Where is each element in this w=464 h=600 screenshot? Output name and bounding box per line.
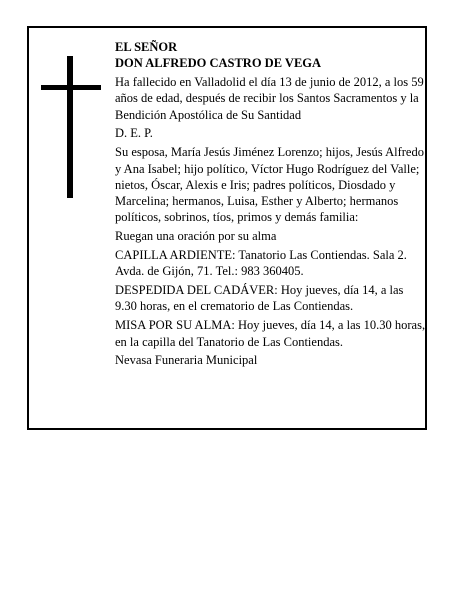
prayer-request: Ruegan una oración por su alma bbox=[115, 229, 277, 244]
notice-text bbox=[115, 39, 427, 371]
obituary-notice bbox=[27, 26, 427, 430]
chapel-info: CAPILLA ARDIENTE: Tanatorio Las Contiendas. Sala 2. Avda. de Gijón, 71. Tel.: 983 360405. bbox=[115, 248, 407, 279]
cross-icon bbox=[41, 56, 103, 198]
farewell-info: DESPEDIDA DEL CADÁVER: Hoy jueves, día 14, a las 9.30 horas, en el crematorio de Las Contiendas. bbox=[115, 283, 404, 314]
notice-title-line2: DON ALFREDO CASTRO DE VEGA bbox=[115, 56, 322, 71]
death-statement: Ha fallecido en Valladolid el día 13 de junio de 2012, a los 59 años de edad, después de recibir los Santos Sacramentos y la Bendición Apostólica de Su Santidad bbox=[115, 75, 424, 122]
rip-line: D. E. P. bbox=[115, 126, 153, 141]
mass-info: MISA POR SU ALMA: Hoy jueves, día 14, a las 10.30 horas, en la capilla del Tanatorio de Las Contiendas. bbox=[115, 318, 426, 349]
cross-horizontal-bar bbox=[41, 85, 101, 90]
notice-title-line1: EL SEÑOR bbox=[115, 40, 178, 54]
cross-vertical-bar bbox=[67, 56, 73, 198]
family-list: Su esposa, María Jesús Jiménez Lorenzo; hijos, Jesús Alfredo y Ana Isabel; hijo político, Víctor Hugo Rodríguez del Valle; nietos, Óscar, Alexis e Iris; padres políticos, Diosdado y Marcelina; hermanos, Luisa, Esther y Alberto; hermanos políticos, sobrinos, tíos, primos y demás familia: bbox=[115, 145, 424, 225]
funeral-home: Nevasa Funeraria Municipal bbox=[115, 353, 258, 368]
